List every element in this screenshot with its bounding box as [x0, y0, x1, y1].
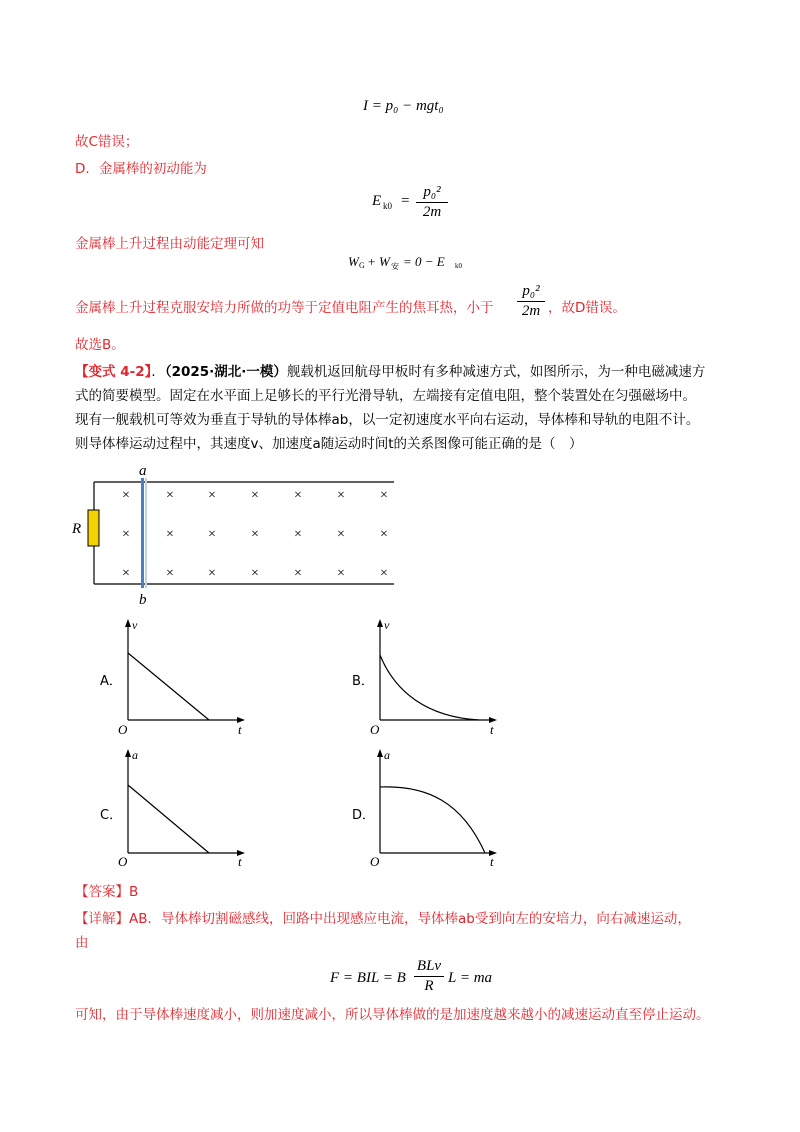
question-line-2: 式的简要模型。固定在水平面上足够长的平行光滑导轨，左端接有定值电阻，整个装置处在匀强磁场中。	[75, 388, 696, 404]
ek-symbol: E	[372, 193, 382, 209]
equation-impulse: I = p₀ − mgt₀	[363, 98, 444, 114]
y-axis-label: a	[132, 748, 138, 762]
field-cross-mark: ×	[166, 488, 174, 503]
fraction-numerator: p₀²	[423, 184, 441, 200]
statement-d-kinetic: D．金属棒的初动能为	[75, 161, 207, 177]
field-cross-mark: ×	[294, 527, 302, 542]
statement-choose: 故选B。	[75, 337, 125, 353]
x-axis-label: t	[238, 854, 242, 869]
detail-block	[75, 907, 691, 955]
x-axis-label: t	[490, 854, 494, 869]
rest-expression: = 0 − E	[403, 254, 445, 269]
field-cross-mark: ×	[122, 566, 130, 581]
field-cross-mark: ×	[251, 527, 259, 542]
field-cross-mark: ×	[380, 566, 388, 581]
origin-label: O	[370, 854, 380, 869]
field-cross-mark: ×	[294, 488, 302, 503]
question-text-1: 舰载机返回航母甲板时有多种减速方式，如图所示，为一种电磁减速方	[286, 364, 706, 380]
heat-fraction-numerator: p₀²	[522, 283, 540, 299]
field-cross-mark: ×	[294, 566, 302, 581]
field-cross-mark: ×	[208, 527, 216, 542]
field-cross-mark: ×	[122, 527, 130, 542]
statement-theorem: 金属棒上升过程由动能定理可知	[75, 236, 264, 252]
x-axis-label: t	[238, 722, 242, 737]
conclusion-line: 可知，由于导体棒速度减小，则加速度减小，所以导体棒做的是加速度越来越小的减速运动直至停止运动。	[75, 1007, 710, 1023]
option-a-label: A．	[100, 674, 122, 689]
detail-text-1: AB．导体棒切割磁感线，回路中出现感应电流，导体棒ab受到向左的安培力，向右减速运动，	[129, 911, 691, 927]
curve-concave-decrease	[380, 787, 485, 853]
r-denominator: R	[414, 976, 444, 995]
question-line-3: 现有一舰载机可等效为垂直于导轨的导体棒ab，以一定初速度水平向右运动，导体棒和导轨的电阻不计。	[75, 412, 700, 428]
fraction-denominator: 2m	[416, 202, 448, 221]
equation-ampere-force	[330, 958, 500, 1000]
x-axis-label: t	[490, 722, 494, 737]
field-cross-mark: ×	[337, 527, 345, 542]
wa-symbol: W	[379, 254, 390, 269]
origin-label: O	[118, 854, 128, 869]
option-b-label: B．	[352, 674, 374, 689]
option-d-label: D．	[352, 808, 376, 823]
wa-subscript: 安	[391, 262, 399, 271]
y-axis-arrow	[377, 619, 383, 627]
field-cross-mark: ×	[251, 566, 259, 581]
origin-label: O	[118, 722, 128, 737]
resistor	[88, 510, 99, 546]
question-line-1	[75, 360, 705, 384]
y-axis-arrow	[125, 619, 131, 627]
option-d-graph	[367, 747, 507, 870]
curve-linear-decrease	[128, 785, 209, 853]
magnetic-field-marks	[122, 488, 388, 581]
option-c-graph	[115, 747, 255, 870]
conductor-rod-ab	[141, 478, 144, 588]
y-axis-label: v	[384, 618, 390, 632]
statement-d-wrong: ，故D错误。	[548, 300, 626, 316]
field-cross-mark: ×	[166, 566, 174, 581]
wg-symbol: W	[348, 254, 359, 269]
question-source: （2025·湖北·一模）	[164, 364, 287, 380]
ampere-left: F = BIL = B	[330, 970, 406, 986]
heat-fraction	[517, 283, 545, 320]
blv-over-r-fraction	[414, 958, 444, 995]
statement-heat: 金属棒上升过程克服安培力所做的功等于定值电阻产生的焦耳热，小于	[75, 300, 494, 316]
circuit-diagram	[60, 462, 410, 610]
equation-work-energy	[348, 254, 468, 276]
question-tag: 【变式 4-2】	[75, 364, 152, 380]
answer-line: 【答案】B	[75, 884, 139, 900]
heat-fraction-denominator: 2m	[517, 301, 545, 320]
field-cross-mark: ×	[166, 527, 174, 542]
detail-line-1	[75, 907, 691, 931]
plus-sign: +	[368, 254, 376, 269]
question-line-4: 则导体棒运动过程中，其速度v、加速度a随运动时间t的关系图像可能正确的是（ ）	[75, 436, 583, 452]
detail-tag: 【详解】	[75, 911, 129, 927]
field-cross-mark: ×	[337, 566, 345, 581]
resistor-label: R	[72, 521, 82, 537]
curve-exponential-decay	[380, 655, 479, 720]
option-c-label: C．	[100, 808, 123, 823]
field-cross-mark: ×	[208, 488, 216, 503]
curve-linear-decrease	[128, 653, 209, 720]
field-cross-mark: ×	[251, 488, 259, 503]
y-axis-arrow	[125, 749, 131, 757]
ek-subscript: k0	[383, 201, 392, 211]
y-axis-arrow	[377, 749, 383, 757]
conductor-rod-edge	[145, 478, 147, 588]
field-cross-mark: ×	[122, 488, 130, 503]
field-cross-mark: ×	[208, 566, 216, 581]
rest-subscript: k0	[455, 262, 462, 270]
fraction-p0sq-over-2m	[416, 184, 448, 221]
field-cross-mark: ×	[380, 488, 388, 503]
y-axis-label: a	[384, 748, 390, 762]
y-axis-label: v	[132, 618, 138, 632]
detail-line-2: 由	[75, 935, 89, 951]
rod-label-b: b	[139, 592, 147, 608]
option-b-graph	[367, 617, 507, 740]
question-block	[75, 360, 705, 456]
statement-c-wrong: 故C错误；	[75, 134, 139, 150]
blv-numerator: BLv	[416, 958, 442, 974]
rod-label-a: a	[139, 463, 147, 479]
field-cross-mark: ×	[337, 488, 345, 503]
wg-subscript: G	[359, 261, 365, 270]
question-dot: ．	[151, 364, 165, 380]
option-a-graph	[115, 617, 255, 740]
ampere-right: L = ma	[448, 970, 493, 986]
field-cross-mark: ×	[380, 527, 388, 542]
origin-label: O	[370, 722, 380, 737]
equals-sign: =	[401, 193, 410, 209]
